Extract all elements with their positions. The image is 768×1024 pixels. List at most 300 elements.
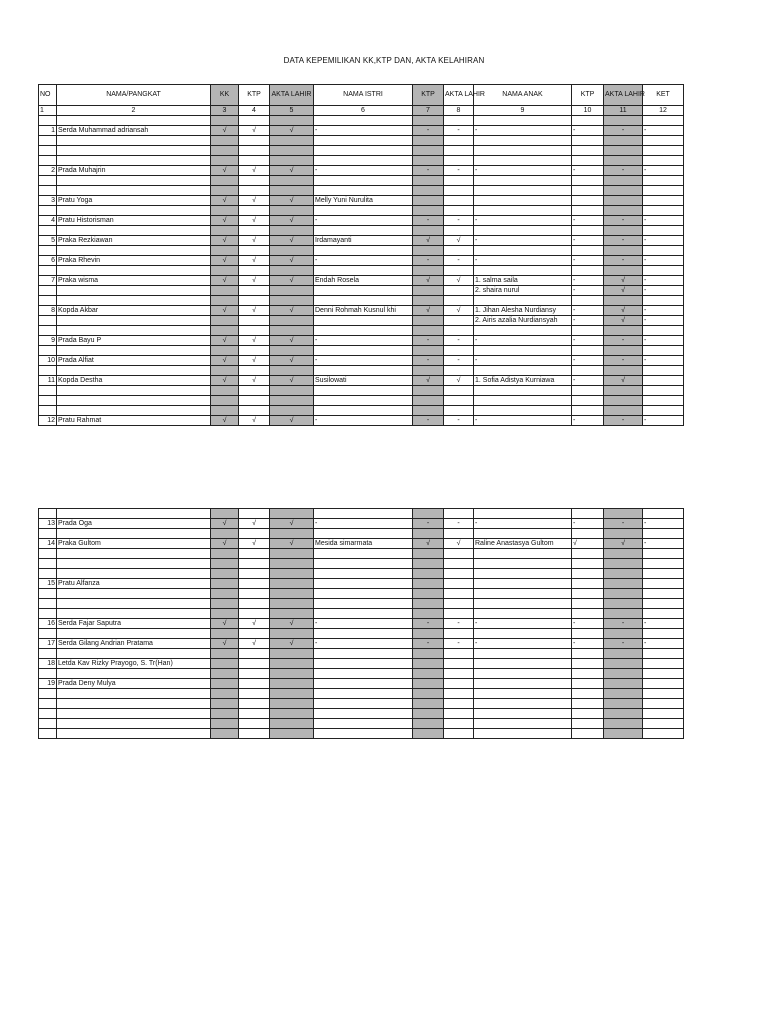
cell-nama-anak xyxy=(474,679,572,689)
cell-akta-lahir-istri xyxy=(444,246,474,256)
cell-ktp-anak xyxy=(572,679,604,689)
table-row xyxy=(39,286,684,296)
column-number-nama-istri: 6 xyxy=(314,106,413,116)
cell-ktp xyxy=(239,246,270,256)
cell-ktp-anak: - xyxy=(572,306,604,316)
cell-no xyxy=(39,226,57,236)
table-row xyxy=(39,416,684,426)
cell-akta-lahir-istri xyxy=(444,569,474,579)
cell-akta-lahir-istri xyxy=(444,396,474,406)
cell-akta-lahir-istri: - xyxy=(444,619,474,629)
cell-nama-anak xyxy=(474,176,572,186)
cell-akta-lahir-anak xyxy=(604,599,643,609)
cell-ktp-anak xyxy=(572,629,604,639)
header-ktp-anak: KTP xyxy=(572,85,604,106)
cell-kk xyxy=(211,286,239,296)
cell-ktp-istri xyxy=(413,669,444,679)
cell-nama-istri: Mesida simarmata xyxy=(314,539,413,549)
cell-akta-lahir xyxy=(270,136,314,146)
table-row xyxy=(39,539,684,549)
cell-akta-lahir-istri: - xyxy=(444,416,474,426)
cell-no xyxy=(39,366,57,376)
cell-ktp-anak: - xyxy=(572,236,604,246)
cell-ktp xyxy=(239,729,270,739)
cell-nama-anak xyxy=(474,699,572,709)
cell-ktp xyxy=(239,719,270,729)
cell-ktp: √ xyxy=(239,619,270,629)
cell-akta-lahir-anak xyxy=(604,689,643,699)
table-row xyxy=(39,216,684,226)
cell-akta-lahir: √ xyxy=(270,196,314,206)
cell-ktp: √ xyxy=(239,276,270,286)
cell-akta-lahir-anak xyxy=(604,549,643,559)
cell-ket xyxy=(643,579,684,589)
cell-kk xyxy=(211,719,239,729)
cell-nama-istri: - xyxy=(314,336,413,346)
cell-akta-lahir: √ xyxy=(270,166,314,176)
cell-nama-anak xyxy=(474,396,572,406)
cell-akta-lahir xyxy=(270,709,314,719)
cell-no xyxy=(39,346,57,356)
cell-kk: √ xyxy=(211,519,239,529)
cell-nama-pangkat xyxy=(57,296,211,306)
cell-ktp-anak xyxy=(572,246,604,256)
cell-ket: - xyxy=(643,316,684,326)
cell-akta-lahir-istri: - xyxy=(444,256,474,266)
cell-nama-anak: - xyxy=(474,416,572,426)
column-number-ktp: 4 xyxy=(239,106,270,116)
table-row xyxy=(39,649,684,659)
cell-ktp-istri xyxy=(413,366,444,376)
cell-kk: √ xyxy=(211,539,239,549)
cell-ktp-istri xyxy=(413,266,444,276)
cell-akta-lahir: √ xyxy=(270,336,314,346)
cell-ket xyxy=(643,296,684,306)
cell-no xyxy=(39,286,57,296)
cell-kk xyxy=(211,509,239,519)
table-row xyxy=(39,619,684,629)
cell-ktp-istri xyxy=(413,286,444,296)
cell-akta-lahir: √ xyxy=(270,276,314,286)
cell-akta-lahir-anak xyxy=(604,326,643,336)
cell-no xyxy=(39,406,57,416)
cell-ktp-anak xyxy=(572,206,604,216)
cell-ket xyxy=(643,156,684,166)
cell-nama-anak xyxy=(474,326,572,336)
cell-ket: - xyxy=(643,639,684,649)
cell-nama-pangkat: Serda Fajar Saputra xyxy=(57,619,211,629)
cell-ktp-istri xyxy=(413,529,444,539)
cell-ktp-istri xyxy=(413,659,444,669)
cell-nama-istri xyxy=(314,599,413,609)
cell-kk: √ xyxy=(211,336,239,346)
header-akta-lahir: AKTA LAHIR xyxy=(270,85,314,106)
cell-akta-lahir-istri: - xyxy=(444,356,474,366)
cell-ktp-anak xyxy=(572,659,604,669)
cell-kk xyxy=(211,366,239,376)
cell-ktp-istri xyxy=(413,699,444,709)
table-row xyxy=(39,176,684,186)
cell-nama-anak xyxy=(474,116,572,126)
cell-ktp-istri: √ xyxy=(413,539,444,549)
cell-akta-lahir xyxy=(270,529,314,539)
cell-no xyxy=(39,629,57,639)
cell-ktp-anak: - xyxy=(572,336,604,346)
cell-ktp xyxy=(239,156,270,166)
cell-nama-pangkat: Pratu Yoga xyxy=(57,196,211,206)
table-row xyxy=(39,376,684,386)
cell-akta-lahir-anak xyxy=(604,246,643,256)
cell-ktp-anak: - xyxy=(572,316,604,326)
cell-akta-lahir: √ xyxy=(270,416,314,426)
table-row xyxy=(39,356,684,366)
cell-no xyxy=(39,326,57,336)
cell-kk xyxy=(211,316,239,326)
cell-ktp-anak xyxy=(572,579,604,589)
cell-no xyxy=(39,699,57,709)
cell-akta-lahir-anak xyxy=(604,226,643,236)
cell-akta-lahir-istri xyxy=(444,366,474,376)
cell-ktp-anak: - xyxy=(572,216,604,226)
table-row xyxy=(39,206,684,216)
cell-ktp-istri: - xyxy=(413,619,444,629)
table-row xyxy=(39,306,684,316)
cell-ktp-istri xyxy=(413,316,444,326)
cell-kk xyxy=(211,206,239,216)
table-row xyxy=(39,156,684,166)
cell-nama-anak xyxy=(474,689,572,699)
cell-kk: √ xyxy=(211,619,239,629)
cell-no xyxy=(39,709,57,719)
cell-ktp-istri: - xyxy=(413,216,444,226)
cell-akta-lahir xyxy=(270,316,314,326)
cell-ket xyxy=(643,386,684,396)
cell-ktp-anak xyxy=(572,529,604,539)
cell-ktp xyxy=(239,266,270,276)
cell-ktp-istri xyxy=(413,729,444,739)
cell-ket xyxy=(643,406,684,416)
table-row xyxy=(39,529,684,539)
cell-akta-lahir xyxy=(270,649,314,659)
cell-kk: √ xyxy=(211,416,239,426)
cell-kk xyxy=(211,529,239,539)
cell-akta-lahir-anak: - xyxy=(604,256,643,266)
cell-nama-istri xyxy=(314,136,413,146)
cell-ket: - xyxy=(643,216,684,226)
cell-nama-istri: Endah Rosela xyxy=(314,276,413,286)
cell-akta-lahir xyxy=(270,116,314,126)
cell-ktp-istri: - xyxy=(413,126,444,136)
cell-ktp xyxy=(239,709,270,719)
table-row xyxy=(39,729,684,739)
header-ktp-istri: KTP xyxy=(413,85,444,106)
cell-nama-pangkat xyxy=(57,366,211,376)
cell-ket xyxy=(643,206,684,216)
cell-ktp-istri xyxy=(413,406,444,416)
cell-ktp-anak xyxy=(572,156,604,166)
cell-no: 6 xyxy=(39,256,57,266)
cell-no: 5 xyxy=(39,236,57,246)
cell-kk xyxy=(211,599,239,609)
cell-akta-lahir xyxy=(270,719,314,729)
cell-ktp-anak xyxy=(572,599,604,609)
cell-nama-anak: - xyxy=(474,639,572,649)
cell-ktp: √ xyxy=(239,306,270,316)
table-row xyxy=(39,639,684,649)
cell-nama-istri: Susilowati xyxy=(314,376,413,386)
cell-akta-lahir xyxy=(270,386,314,396)
cell-kk xyxy=(211,659,239,669)
cell-kk xyxy=(211,136,239,146)
cell-akta-lahir-anak: - xyxy=(604,639,643,649)
cell-ktp-anak xyxy=(572,669,604,679)
cell-nama-istri xyxy=(314,629,413,639)
cell-ktp-istri xyxy=(413,116,444,126)
cell-nama-anak xyxy=(474,719,572,729)
table-row xyxy=(39,346,684,356)
cell-no: 10 xyxy=(39,356,57,366)
cell-kk xyxy=(211,709,239,719)
cell-ktp-istri xyxy=(413,579,444,589)
cell-no xyxy=(39,206,57,216)
cell-no xyxy=(39,689,57,699)
cell-nama-anak xyxy=(474,529,572,539)
cell-akta-lahir-anak xyxy=(604,186,643,196)
cell-akta-lahir-istri xyxy=(444,599,474,609)
header-row xyxy=(39,85,684,106)
cell-akta-lahir-istri: - xyxy=(444,519,474,529)
cell-ktp-istri xyxy=(413,386,444,396)
cell-akta-lahir xyxy=(270,549,314,559)
cell-nama-pangkat: Praka Rezkiawan xyxy=(57,236,211,246)
cell-nama-istri xyxy=(314,569,413,579)
cell-nama-istri xyxy=(314,509,413,519)
cell-nama-pangkat xyxy=(57,226,211,236)
cell-kk xyxy=(211,609,239,619)
cell-akta-lahir xyxy=(270,176,314,186)
cell-no xyxy=(39,599,57,609)
cell-kk xyxy=(211,176,239,186)
cell-nama-anak: - xyxy=(474,166,572,176)
cell-nama-istri xyxy=(314,286,413,296)
cell-kk xyxy=(211,689,239,699)
cell-ktp xyxy=(239,286,270,296)
cell-nama-pangkat xyxy=(57,206,211,216)
cell-ktp-anak xyxy=(572,226,604,236)
cell-ktp xyxy=(239,206,270,216)
cell-ktp-istri xyxy=(413,206,444,216)
table-row xyxy=(39,136,684,146)
cell-akta-lahir-istri: √ xyxy=(444,539,474,549)
cell-ket xyxy=(643,266,684,276)
cell-nama-pangkat xyxy=(57,286,211,296)
cell-nama-istri xyxy=(314,246,413,256)
cell-nama-pangkat: Pratu Alfanza xyxy=(57,579,211,589)
cell-nama-pangkat xyxy=(57,266,211,276)
ownership-table-part-1 xyxy=(38,84,684,426)
cell-kk: √ xyxy=(211,306,239,316)
cell-ktp xyxy=(239,186,270,196)
cell-nama-istri xyxy=(314,156,413,166)
cell-kk xyxy=(211,346,239,356)
cell-nama-anak xyxy=(474,569,572,579)
cell-ktp xyxy=(239,529,270,539)
cell-ktp: √ xyxy=(239,236,270,246)
cell-nama-anak xyxy=(474,296,572,306)
table-row xyxy=(39,396,684,406)
cell-no xyxy=(39,569,57,579)
cell-kk xyxy=(211,679,239,689)
cell-akta-lahir-istri: - xyxy=(444,639,474,649)
cell-ktp: √ xyxy=(239,216,270,226)
cell-akta-lahir xyxy=(270,679,314,689)
cell-nama-pangkat: Prada Muhajrin xyxy=(57,166,211,176)
cell-nama-anak xyxy=(474,186,572,196)
cell-kk xyxy=(211,396,239,406)
cell-akta-lahir-anak xyxy=(604,206,643,216)
cell-nama-istri xyxy=(314,346,413,356)
table-row xyxy=(39,226,684,236)
cell-no: 7 xyxy=(39,276,57,286)
cell-akta-lahir-istri xyxy=(444,316,474,326)
cell-akta-lahir xyxy=(270,296,314,306)
cell-ket xyxy=(643,529,684,539)
cell-akta-lahir-istri xyxy=(444,629,474,639)
cell-nama-anak xyxy=(474,629,572,639)
cell-nama-pangkat xyxy=(57,116,211,126)
cell-ktp xyxy=(239,136,270,146)
cell-ktp-anak xyxy=(572,709,604,719)
cell-nama-pangkat: Praka Rhevin xyxy=(57,256,211,266)
cell-akta-lahir xyxy=(270,659,314,669)
cell-nama-istri: - xyxy=(314,166,413,176)
cell-no: 14 xyxy=(39,539,57,549)
cell-akta-lahir-anak xyxy=(604,559,643,569)
cell-akta-lahir-anak xyxy=(604,156,643,166)
cell-ktp-anak xyxy=(572,136,604,146)
cell-akta-lahir-anak xyxy=(604,196,643,206)
cell-ktp-anak: - xyxy=(572,356,604,366)
cell-ktp xyxy=(239,679,270,689)
cell-nama-istri xyxy=(314,396,413,406)
cell-akta-lahir-istri xyxy=(444,709,474,719)
cell-akta-lahir: √ xyxy=(270,256,314,266)
cell-ket xyxy=(643,599,684,609)
table-row xyxy=(39,679,684,689)
cell-ket xyxy=(643,609,684,619)
cell-akta-lahir xyxy=(270,146,314,156)
cell-ktp-istri: √ xyxy=(413,376,444,386)
cell-ktp xyxy=(239,629,270,639)
cell-nama-istri xyxy=(314,589,413,599)
cell-nama-istri xyxy=(314,549,413,559)
cell-ktp xyxy=(239,599,270,609)
cell-ktp-anak xyxy=(572,386,604,396)
cell-ktp xyxy=(239,659,270,669)
cell-ktp xyxy=(239,649,270,659)
cell-akta-lahir: √ xyxy=(270,376,314,386)
cell-no: 4 xyxy=(39,216,57,226)
cell-ktp-istri: - xyxy=(413,356,444,366)
table-row xyxy=(39,589,684,599)
cell-ket xyxy=(643,589,684,599)
cell-no xyxy=(39,146,57,156)
cell-ktp-anak: - xyxy=(572,166,604,176)
cell-akta-lahir-istri: √ xyxy=(444,376,474,386)
cell-kk xyxy=(211,246,239,256)
cell-nama-anak: - xyxy=(474,216,572,226)
table-row xyxy=(39,386,684,396)
cell-nama-istri xyxy=(314,559,413,569)
cell-nama-pangkat: Letda Kav Rizky Prayogo, S. Tr(Han) xyxy=(57,659,211,669)
cell-ktp xyxy=(239,669,270,679)
cell-nama-istri xyxy=(314,579,413,589)
cell-ktp-anak xyxy=(572,366,604,376)
cell-nama-anak: 1. salma saila xyxy=(474,276,572,286)
cell-nama-pangkat xyxy=(57,156,211,166)
cell-no xyxy=(39,396,57,406)
cell-akta-lahir-anak xyxy=(604,719,643,729)
cell-nama-istri: - xyxy=(314,356,413,366)
cell-akta-lahir xyxy=(270,326,314,336)
cell-nama-anak xyxy=(474,136,572,146)
cell-nama-anak: 1. Sofia Adistya Kurniawa xyxy=(474,376,572,386)
cell-akta-lahir-anak: - xyxy=(604,356,643,366)
cell-nama-anak: - xyxy=(474,519,572,529)
cell-nama-pangkat: Prada Bayu P xyxy=(57,336,211,346)
cell-nama-anak xyxy=(474,146,572,156)
cell-nama-pangkat: Pratu Historisman xyxy=(57,216,211,226)
table-row xyxy=(39,116,684,126)
table-row xyxy=(39,559,684,569)
cell-no: 15 xyxy=(39,579,57,589)
cell-akta-lahir-anak xyxy=(604,396,643,406)
cell-ket xyxy=(643,649,684,659)
cell-ktp xyxy=(239,559,270,569)
cell-akta-lahir xyxy=(270,629,314,639)
cell-akta-lahir-istri: - xyxy=(444,166,474,176)
cell-ktp-istri: - xyxy=(413,519,444,529)
cell-akta-lahir xyxy=(270,669,314,679)
cell-akta-lahir-anak xyxy=(604,579,643,589)
header-nama-istri: NAMA ISTRI xyxy=(314,85,413,106)
cell-kk xyxy=(211,579,239,589)
cell-ktp xyxy=(239,589,270,599)
cell-nama-pangkat xyxy=(57,509,211,519)
cell-ktp-istri: √ xyxy=(413,236,444,246)
cell-akta-lahir-anak: - xyxy=(604,166,643,176)
cell-akta-lahir: √ xyxy=(270,519,314,529)
cell-ktp-anak xyxy=(572,699,604,709)
cell-nama-pangkat xyxy=(57,146,211,156)
cell-nama-istri xyxy=(314,679,413,689)
cell-nama-pangkat xyxy=(57,406,211,416)
cell-ktp-anak xyxy=(572,589,604,599)
cell-no xyxy=(39,136,57,146)
column-number-akta-lahir-istri: 8 xyxy=(444,106,474,116)
column-number-akta-lahir-anak: 11 xyxy=(604,106,643,116)
cell-ktp-istri xyxy=(413,629,444,639)
cell-nama-istri: - xyxy=(314,416,413,426)
ownership-table-part-2 xyxy=(38,508,684,739)
cell-nama-istri xyxy=(314,116,413,126)
cell-nama-pangkat: Kopda Akbar xyxy=(57,306,211,316)
cell-nama-pangkat xyxy=(57,599,211,609)
cell-ktp-anak: - xyxy=(572,519,604,529)
cell-akta-lahir-istri xyxy=(444,669,474,679)
cell-ktp: √ xyxy=(239,256,270,266)
column-number-kk: 3 xyxy=(211,106,239,116)
